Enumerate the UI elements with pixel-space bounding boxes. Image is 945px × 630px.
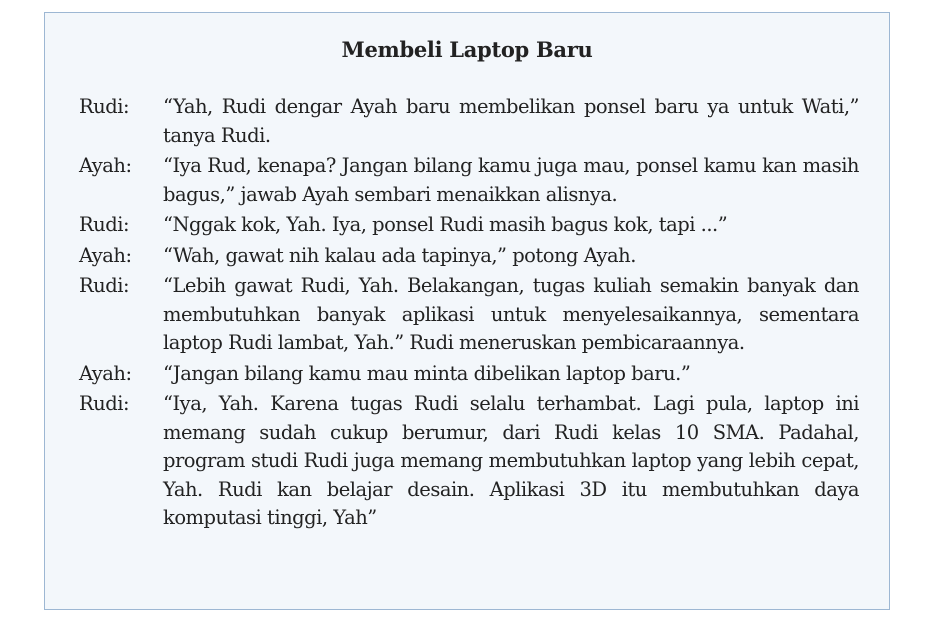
speaker-label: Rudi:: [79, 392, 130, 415]
speaker-label: Rudi:: [79, 274, 130, 297]
speaker-label: Rudi:: [79, 95, 130, 118]
dialogue-turn: [79, 360, 859, 389]
speaker-label: Rudi:: [79, 213, 130, 236]
dialogue-turn: [79, 93, 859, 150]
dialogue-turn: [79, 390, 859, 533]
utterance-text: “Nggak kok, Yah. Iya, ponsel Rudi masih bagus kok, tapi ...”: [163, 213, 728, 236]
dialogue-turn: [79, 152, 859, 209]
page-title: Membeli Laptop Baru: [341, 37, 593, 62]
utterance-text: “Lebih gawat Rudi, Yah. Belakangan, tugas kuliah semakin banyak dan membutuhkan banyak aplikasi untuk menyelesaikannya, sementara laptop Rudi lambat, Yah.” Rudi meneruskan pembicaraannya.: [163, 274, 859, 354]
utterance-text: “Yah, Rudi dengar Ayah baru membelikan ponsel baru ya untuk Wati,” tanya Rudi.: [163, 95, 859, 147]
utterance-text: “Iya Rud, kenapa? Jangan bilang kamu juga mau, ponsel kamu kan masih bagus,” jawab Ayah sembari menaikkan alisnya.: [163, 154, 859, 206]
dialogue-turn: [79, 211, 859, 240]
utterance-text: “Jangan bilang kamu mau minta dibelikan laptop baru.”: [163, 361, 691, 385]
dialogue-box: [44, 12, 890, 610]
utterance-text: “Wah, gawat nih kalau ada tapinya,” potong Ayah.: [163, 243, 636, 267]
dialogue-turn: [79, 272, 859, 358]
dialogue-turn: [79, 242, 859, 271]
utterance-text: “Iya, Yah. Karena tugas Rudi selalu terhambat. Lagi pula, laptop ini memang sudah cukup berumur, dari Rudi kelas 10 SMA. Padahal, program studi Rudi juga memang membutuhkan laptop yang lebih cepat, Yah. Rudi kan belajar desain. Aplikasi 3D itu membutuhkan daya komputasi tinggi, Yah”: [163, 392, 859, 529]
speaker-label: Ayah:: [79, 154, 132, 177]
speaker-label: Ayah:: [79, 361, 132, 385]
speaker-label: Ayah:: [79, 243, 132, 267]
dialogue-list: [79, 93, 859, 533]
